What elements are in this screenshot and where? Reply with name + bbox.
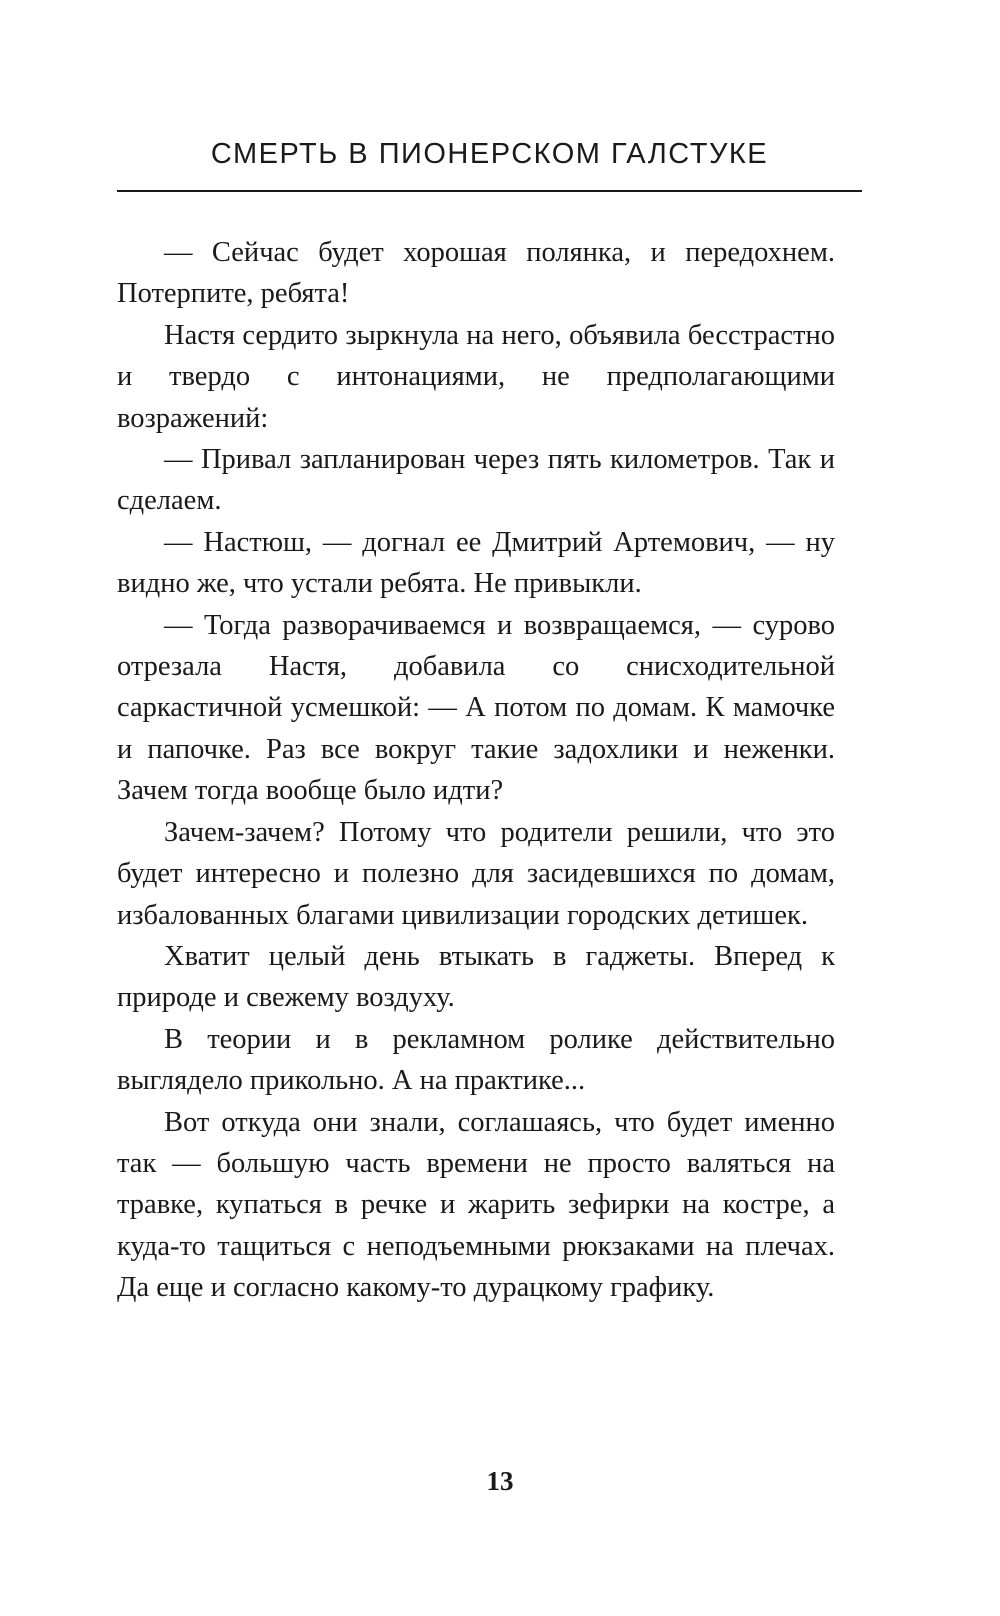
body-text [117,232,835,1309]
paragraph: Хватит целый день втыкать в гаджеты. Вперед к природе и свежему воздуху. [117,940,835,1014]
paragraph: — Тогда разворачиваемся и возвращаемся, — сурово отрезала Настя, добавила со снисходительной саркастичной усмешкой: — А потом по домам. К мамочке и папочке. Раз все вокруг такие задохлики и неженки. Зачем тогда вообще было идти? [117,609,835,807]
paragraph: — Привал запланирован через пять километров. Так и сделаем. [117,444,835,517]
paragraph: Настя сердито зыркнула на него, объявила бесстрастно и твердо с интонациями, не предполагающими возражений: [117,319,835,434]
paragraph: Вот откуда они знали, соглашаясь, что будет именно так — большую часть времени не просто валяться на травке, купаться в речке и жарить зефирки на костре, а куда-то тащиться с неподъемными рюкзаками на плечах. Да еще и согласно какому-то дурацкому графику. [117,1106,835,1304]
running-title: СМЕРТЬ В ПИОНЕРСКОМ ГАЛСТУКЕ [210,138,769,170]
paragraph: — Настюш, — догнал ее Дмитрий Артемович, — ну видно же, что устали ребята. Не привыкли. [117,526,835,600]
page-number: 13 [486,1466,514,1496]
paragraph: — Сейчас будет хорошая полянка, и передохнем. Потерпите, ребята! [117,237,835,310]
paragraph: В теории и в рекламном ролике действительно выглядело прикольно. А на практике... [117,1023,835,1097]
header-rule [117,190,862,192]
paragraph: Зачем-зачем? Потому что родители решили, что это будет интересно и полезно для засидевшихся по домам, избалованных благами цивилизации городских детишек. [117,816,835,931]
